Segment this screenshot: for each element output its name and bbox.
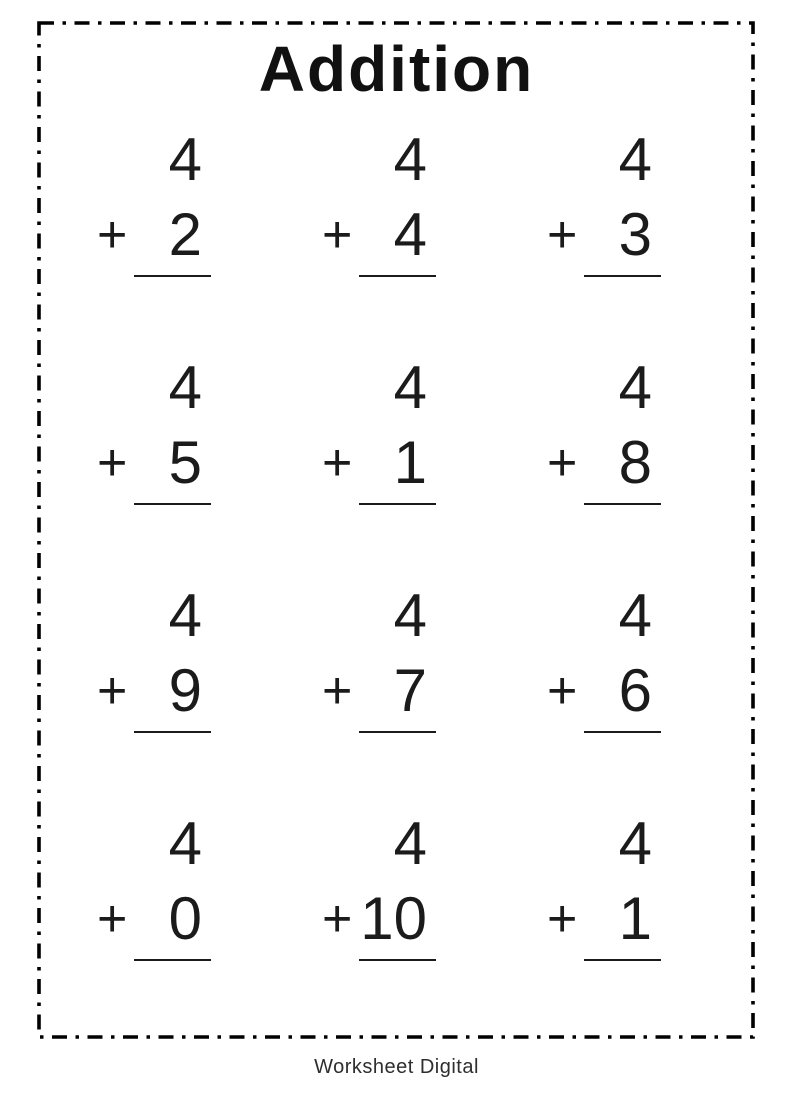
bottom-addend: 3 (618, 201, 652, 268)
plus-operator: + (97, 434, 128, 492)
bottom-addend: 7 (393, 657, 427, 724)
operator-row (96, 429, 211, 496)
operator-row (321, 201, 436, 268)
answer-line (134, 731, 211, 733)
page-title: Addition (258, 33, 535, 105)
bottom-addend: 9 (168, 657, 202, 724)
plus-operator: + (547, 662, 578, 720)
footer-brand: Worksheet Digital (314, 1056, 479, 1078)
problems-grid (96, 126, 661, 961)
bottom-addend: 1 (393, 429, 427, 496)
addition-problem-11 (321, 810, 436, 961)
answer-line (359, 275, 436, 277)
top-addend: 4 (393, 582, 427, 649)
answer-line (359, 731, 436, 733)
top-addend: 4 (618, 582, 652, 649)
addition-problem-5 (321, 354, 436, 505)
answer-line (584, 731, 661, 733)
addition-problem-8 (321, 582, 436, 733)
bottom-addend: 1 (618, 885, 652, 952)
plus-operator: + (547, 206, 578, 264)
addition-problem-9 (546, 582, 661, 733)
operator-row (96, 201, 211, 268)
top-addend: 4 (618, 126, 652, 193)
bottom-addend: 6 (618, 657, 652, 724)
bottom-addend: 10 (360, 885, 427, 952)
plus-operator: + (547, 434, 578, 492)
top-addend: 4 (168, 126, 202, 193)
top-addend: 4 (393, 354, 427, 421)
plus-operator: + (322, 434, 353, 492)
answer-line (134, 275, 211, 277)
plus-operator: + (322, 662, 353, 720)
answer-line (584, 959, 661, 961)
top-addend: 4 (618, 354, 652, 421)
bottom-addend: 2 (168, 201, 202, 268)
answer-line (134, 959, 211, 961)
addition-problem-10 (96, 810, 211, 961)
top-addend: 4 (168, 582, 202, 649)
operator-row (96, 657, 211, 724)
plus-operator: + (97, 206, 128, 264)
addition-problem-7 (96, 582, 211, 733)
top-addend: 4 (393, 810, 427, 877)
plus-operator: + (97, 662, 128, 720)
addition-problem-4 (96, 354, 211, 505)
answer-line (584, 275, 661, 277)
plus-operator: + (322, 890, 353, 948)
operator-row (96, 885, 211, 952)
plus-operator: + (97, 890, 128, 948)
top-addend: 4 (393, 126, 427, 193)
top-addend: 4 (618, 810, 652, 877)
addition-problem-3 (546, 126, 661, 277)
answer-line (359, 959, 436, 961)
operator-row (546, 429, 661, 496)
operator-row (321, 429, 436, 496)
operator-row (546, 201, 661, 268)
answer-line (359, 503, 436, 505)
bottom-addend: 0 (168, 885, 202, 952)
addition-problem-6 (546, 354, 661, 505)
bottom-addend: 5 (168, 429, 202, 496)
plus-operator: + (547, 890, 578, 948)
top-addend: 4 (168, 810, 202, 877)
plus-operator: + (322, 206, 353, 264)
bottom-addend: 8 (618, 429, 652, 496)
answer-line (584, 503, 661, 505)
operator-row (546, 885, 661, 952)
operator-row (546, 657, 661, 724)
bottom-addend: 4 (393, 201, 427, 268)
operator-row (321, 657, 436, 724)
answer-line (134, 503, 211, 505)
addition-problem-1 (96, 126, 211, 277)
addition-problem-12 (546, 810, 661, 961)
operator-row (321, 885, 436, 952)
addition-problem-2 (321, 126, 436, 277)
top-addend: 4 (168, 354, 202, 421)
